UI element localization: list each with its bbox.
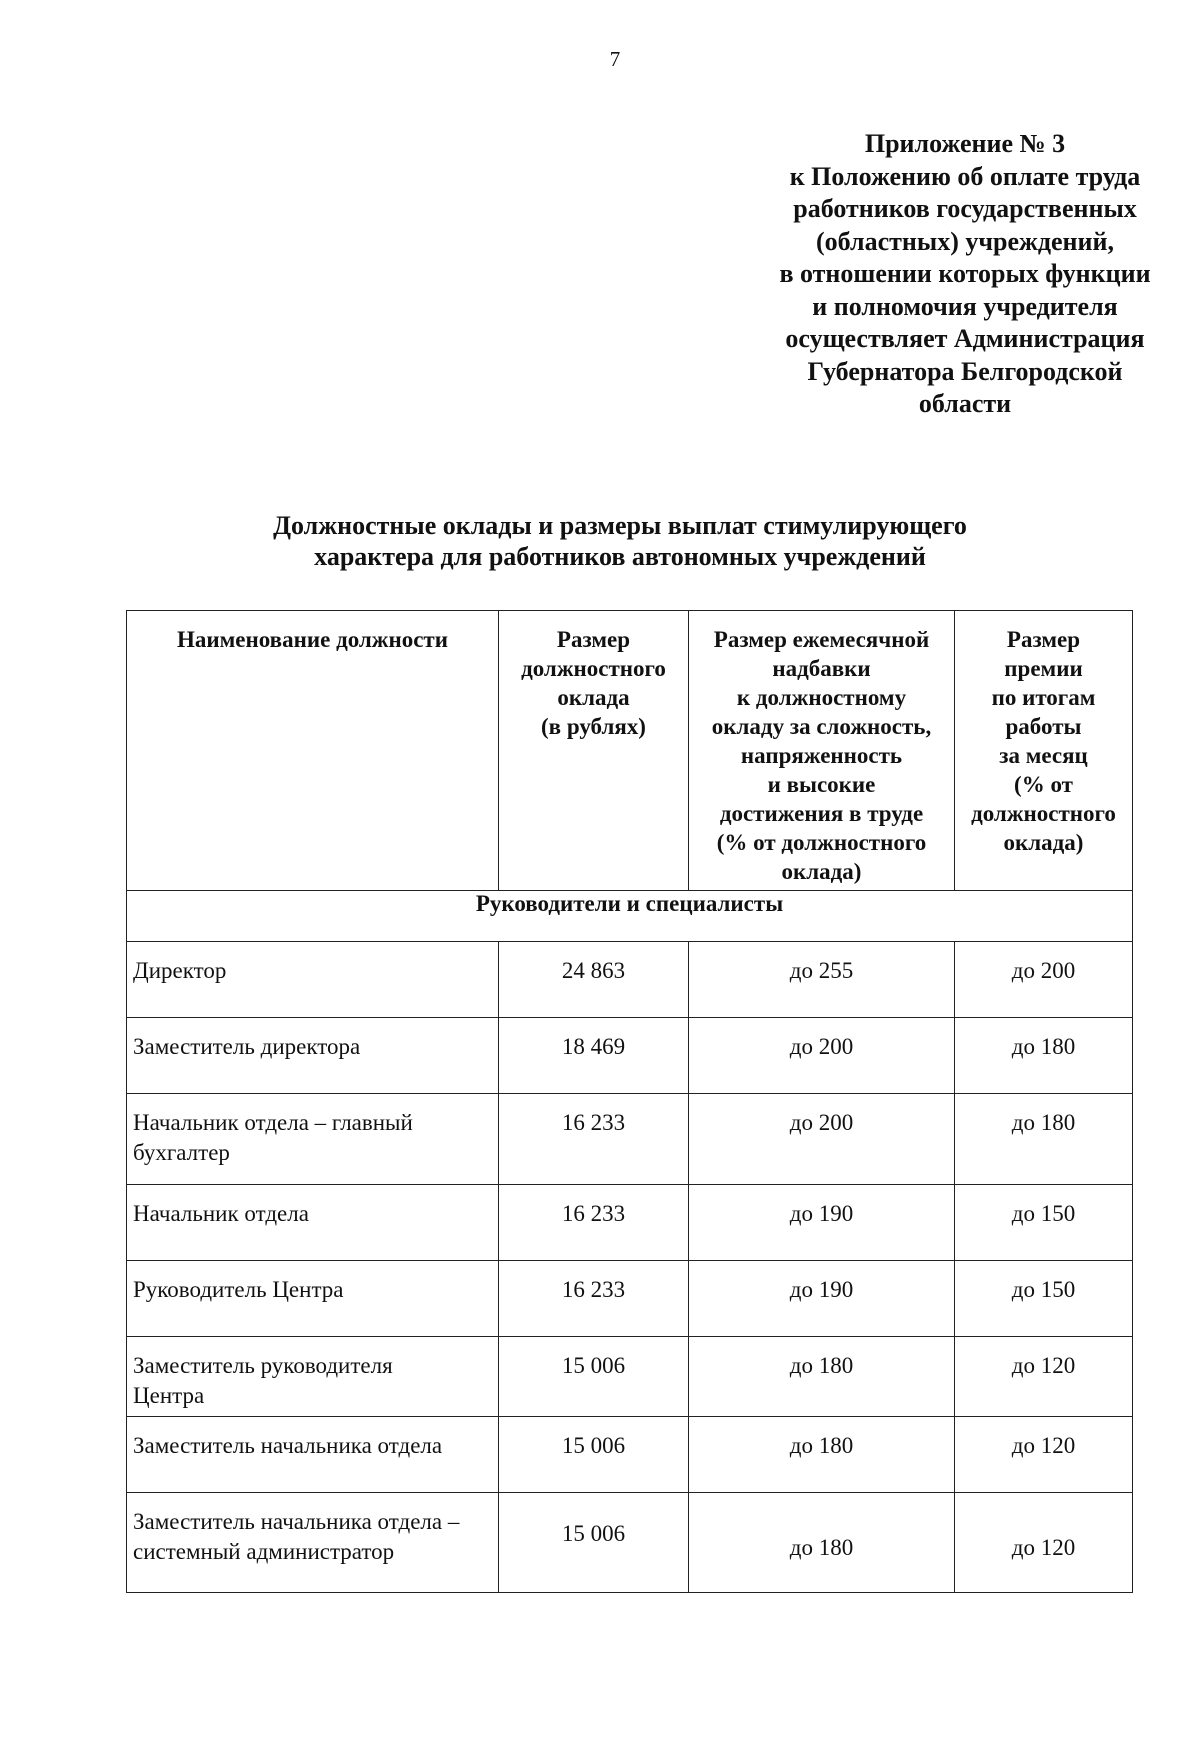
table-row (127, 1094, 1133, 1185)
bonus-cell: до 190 (689, 1261, 955, 1337)
bonus-cell: до 255 (689, 942, 955, 1018)
position-cell: Начальник отдела – главный бухгалтер (127, 1094, 499, 1185)
position-cell: Руководитель Центра (127, 1261, 499, 1337)
salary-cell: 15 006 (499, 1417, 689, 1493)
bonus-cell: до 180 (689, 1337, 955, 1417)
section-title: Руководители и специалисты (127, 891, 1133, 942)
appendix-line: (областных) учреждений, (816, 226, 1114, 256)
premium-cell: до 150 (955, 1261, 1133, 1337)
bonus-cell: до 180 (689, 1493, 955, 1593)
salary-cell: 15 006 (499, 1337, 689, 1417)
appendix-line: Приложение № 3 (864, 129, 1066, 158)
premium-cell: до 150 (955, 1185, 1133, 1261)
premium-cell: до 120 (955, 1417, 1133, 1493)
bonus-cell: до 190 (689, 1185, 955, 1261)
table-header-row (127, 611, 1133, 891)
position-cell: Начальник отдела (127, 1185, 499, 1261)
table-row (127, 1493, 1133, 1593)
bonus-cell: до 200 (689, 1094, 955, 1185)
table-row (127, 1417, 1133, 1493)
salary-cell: 15 006 (499, 1493, 689, 1593)
appendix-line: Губернатора Белгородской (807, 356, 1123, 386)
position-cell: Заместитель руководителя Центра (127, 1337, 499, 1417)
position-cell: Заместитель директора (127, 1018, 499, 1094)
section-row (127, 891, 1133, 942)
table-row (127, 1261, 1133, 1337)
salary-cell: 24 863 (499, 942, 689, 1018)
title-line: Должностные оклады и размеры выплат стимулирующего (273, 511, 967, 540)
appendix-line: работников государственных (793, 194, 1137, 223)
salary-table (126, 610, 1133, 1593)
premium-cell: до 120 (955, 1493, 1133, 1593)
appendix-header (700, 128, 1200, 421)
appendix-line: области (918, 389, 1012, 418)
premium-cell: до 180 (955, 1018, 1133, 1094)
table-row (127, 942, 1133, 1018)
salary-cell: 16 233 (499, 1185, 689, 1261)
header-salary: Размер должностного оклада (в рублях) (499, 611, 689, 891)
salary-cell: 18 469 (499, 1018, 689, 1094)
header-premium: Размер премии по итогам работы за месяц (% от должностного оклада) (955, 611, 1133, 891)
premium-cell: до 200 (955, 942, 1133, 1018)
bonus-cell: до 180 (689, 1417, 955, 1493)
premium-cell: до 180 (955, 1094, 1133, 1185)
header-position: Наименование должности (127, 611, 499, 891)
table-row (127, 1018, 1133, 1094)
page-number: 7 (609, 47, 621, 71)
position-cell: Заместитель начальника отдела (127, 1417, 499, 1493)
table-row (127, 1185, 1133, 1261)
position-cell: Заместитель начальника отдела – системный администратор (127, 1493, 499, 1593)
header-bonus: Размер ежемесячной надбавки к должностному окладу за сложность, напряженность и высокие достижения в труде (% от должностного оклада) (689, 611, 955, 891)
salary-cell: 16 233 (499, 1094, 689, 1185)
appendix-line: осуществляет Администрация (785, 324, 1145, 353)
appendix-line: в отношении которых функции (779, 259, 1151, 288)
salary-cell: 16 233 (499, 1261, 689, 1337)
title-line: характера для работников автономных учреждений (314, 542, 926, 571)
appendix-line: к Положению об оплате труда (789, 161, 1141, 191)
position-cell: Директор (127, 942, 499, 1018)
document-title (160, 510, 1080, 572)
bonus-cell: до 200 (689, 1018, 955, 1094)
table-row (127, 1337, 1133, 1417)
appendix-line: и полномочия учредителя (812, 291, 1118, 321)
premium-cell: до 120 (955, 1337, 1133, 1417)
